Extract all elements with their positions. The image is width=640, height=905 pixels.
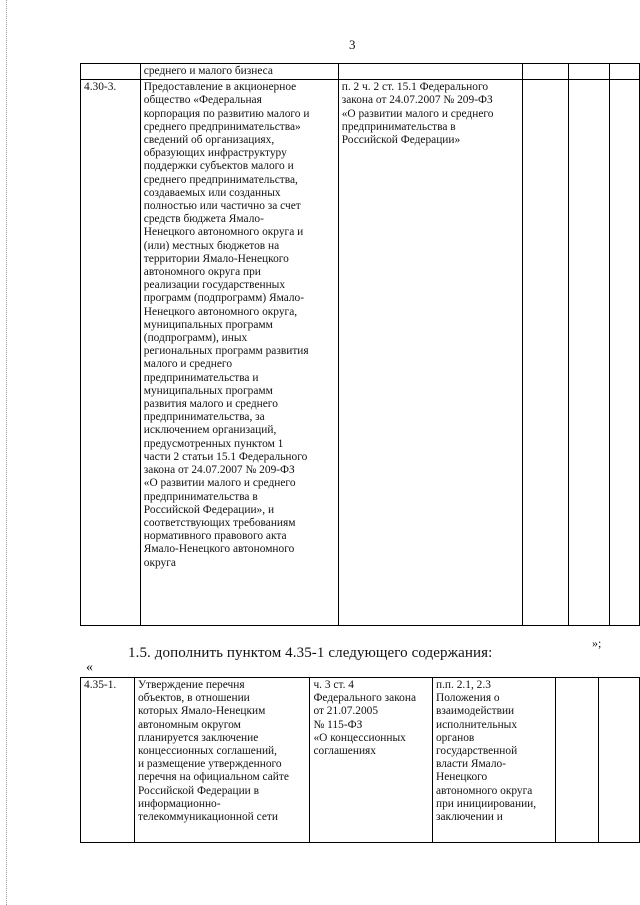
- cell-regulation-reference: п.п. 2.1, 2.3 Положения о взаимодействии исполнительных органов государственной власти Ямало- Ненецкого автономного округа при инициировании, заключении и: [432, 678, 555, 843]
- cell-col5: [569, 80, 609, 626]
- new-item-table: [80, 677, 640, 843]
- table-row-4-30-3: [81, 80, 640, 626]
- cell-law-reference: ч. 3 ст. 4 Федерального закона от 21.07.2005 № 115-ФЗ «О концессионных соглашениях: [310, 678, 433, 843]
- table-row-4-35-1: [81, 678, 640, 843]
- cell-law-reference: п. 2 ч. 2 ст. 15.1 Федерального закона от 24.07.2007 № 209-ФЗ «О развитии малого и среднего предпринимательства в Российской Федерации»: [338, 80, 523, 626]
- table-row-continuation: [81, 64, 640, 80]
- cell-description: Утверждение перечня объектов, в отношении которых Ямало-Ненецким автономным округом планируется заключение концессионных соглашений, и размещение утвержденного перечня на официальном сайте Российской Федерации в информационно- телекоммуникационной сети: [134, 678, 309, 843]
- continuation-table: [80, 63, 640, 626]
- cell-col6: [598, 678, 639, 843]
- cell-col4-empty: [523, 64, 569, 80]
- cell-num-empty: [81, 64, 141, 80]
- cell-row-number: 4.35-1.: [81, 678, 135, 843]
- cell-col5: [555, 678, 598, 843]
- cell-description: Предоставление в акционерное общество «Федеральная корпорация по развитию малого и среднего предпринимательства» сведений об организациях, образующих инфраструктуру поддержки субъектов малого и среднего предпринимательства, создаваемых или созданных полностью или частично за счет средств бюджета Ямало- Ненецкого автономного округа и (или) местных бюджетов на территории Ямало-Ненецкого автономного округа при реализации государственных программ (подпрограмм) Ямало- Ненецкого автономного округа, муниципальных программ (подпрограмм), иных региональных программ развития малого и среднего предпринимательства и муниципальных программ развития малого и среднего предпринимательства, за исключением организаций, предусмотренных пунктом 1 части 2 статьи 15.1 Федерального закона от 24.07.2007 № 209-ФЗ «О развитии малого и среднего предпринимательства в Российской Федерации», и соответствующих требованиям нормативного правового акта Ямало-Ненецкого автономного округа: [140, 80, 338, 626]
- page-number: 3: [349, 37, 356, 52]
- cell-col5-empty: [569, 64, 609, 80]
- binding-edge: [6, 0, 7, 905]
- cell-row-number: 4.30-3.: [81, 80, 141, 626]
- opening-quote: «: [86, 660, 93, 675]
- cell-col6: [609, 80, 639, 626]
- cell-continuation-text: среднего и малого бизнеса: [140, 64, 338, 80]
- cell-col4: [523, 80, 569, 626]
- cell-law-empty: [338, 64, 523, 80]
- amendment-heading: 1.5. дополнить пунктом 4.35-1 следующего содержания:: [128, 645, 493, 661]
- cell-col6-empty: [609, 64, 639, 80]
- closing-quote: »;: [592, 636, 602, 650]
